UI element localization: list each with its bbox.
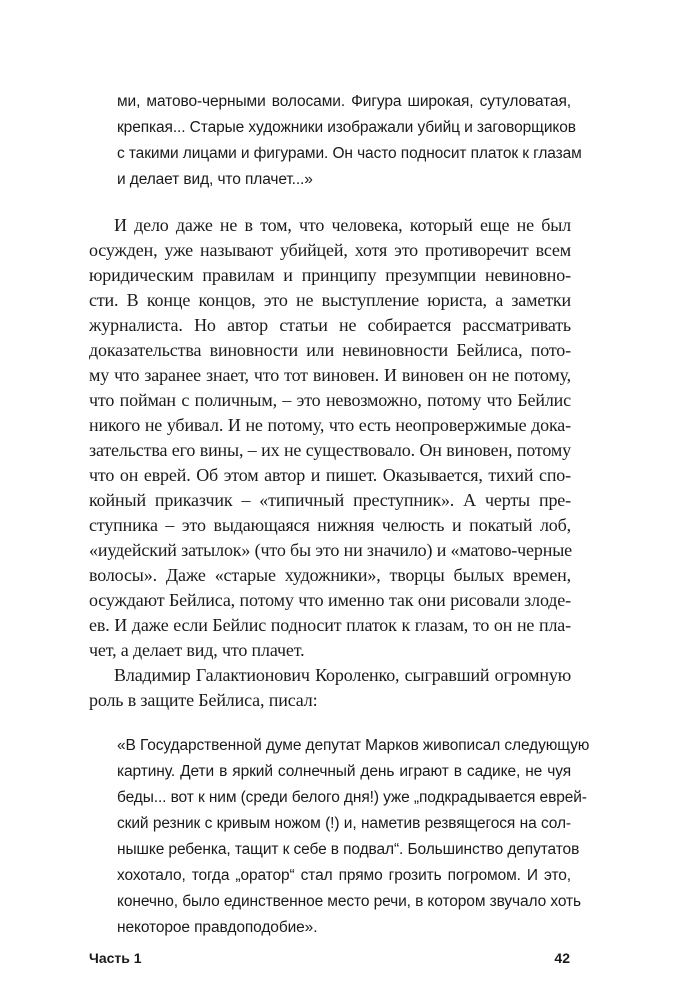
quote-line: беды... вот к ним (среди белого дня!) уже „подкрадывается еврей- xyxy=(117,789,587,806)
paragraph-line: доказательства виновности или невиновности Бейлиса, пото- xyxy=(89,340,571,360)
paragraph-line: осужден, уже называют убийцей, хотя это противоречит всем xyxy=(89,240,571,260)
quote-line: конечно, было единственное место речи, в котором звучало хоть xyxy=(117,893,582,910)
quote-line: ми, матово-черными волосами. Фигура широкая, сутуловатая, xyxy=(117,93,571,110)
paragraph-line: ев. И даже если Бейлис подносит платок к глазам, то он не пла- xyxy=(89,615,571,635)
footer-section-label: Часть 1 xyxy=(89,950,142,966)
paragraph-line: му что заранее знает, что тот виновен. И виновен он не потому, xyxy=(89,365,571,385)
paragraph-line: никого не убивал. И не потому, что есть неопровержимые дока- xyxy=(89,415,571,435)
paragraph-line: И дело даже не в том, что человека, который еще не был xyxy=(114,215,571,235)
paragraph-line: журналиста. Но автор статьи не собирается рассматривать xyxy=(89,315,571,335)
paragraph-line: что он еврей. Об этом автор и пишет. Оказывается, тихий спо- xyxy=(89,465,571,485)
paragraph-line: ступника – это выдающаяся нижняя челюсть и покатый лоб, xyxy=(89,515,571,535)
paragraph-line: юридическим правилам и принципу презумпции невиновно- xyxy=(89,265,571,285)
paragraph-line: роль в защите Бейлиса, писал: xyxy=(89,690,318,710)
quote-line: картину. Дети в яркий солнечный день играют в садике, не чуя xyxy=(117,763,571,780)
quote-line: «В Государственной думе депутат Марков живописал следующую xyxy=(117,737,590,754)
paragraph-line: сти. В конце концов, это не выступление юриста, а заметки xyxy=(89,290,571,310)
quote-line: и делает вид, что плачет...» xyxy=(117,171,313,188)
paragraph-line: что пойман с поличным, – это невозможно, потому что Бейлис xyxy=(89,390,571,410)
page-number: 42 xyxy=(554,950,570,966)
paragraph-line: чет, а делает вид, что плачет. xyxy=(89,640,305,660)
quote-line: ский резник с кривым ножом (!) и, наметив резвящегося на сол- xyxy=(117,815,571,832)
paragraph-line: Владимир Галактионович Короленко, сыгравший огромную xyxy=(114,665,571,685)
paragraph-line: койный приказчик – «типичный преступник». А черты пре- xyxy=(89,490,571,510)
paragraph-line: «иудейский затылок» (что бы это ни значило) и «матово-черные xyxy=(89,540,573,560)
quote-line: крепкая... Старые художники изображали убийц и заговорщиков xyxy=(117,119,576,136)
quote-line: некоторое правдоподобие». xyxy=(117,919,318,936)
quote-line: с такими лицами и фигурами. Он часто подносит платок к глазам xyxy=(117,145,582,162)
paragraph-line: зательства его вины, – их не существовало. Он виновен, потому xyxy=(89,440,571,460)
quote-line: нышке ребенка, тащит к себе в подвал“. Большинство депутатов xyxy=(117,841,580,858)
quote-line: хохотало, тогда „оратор“ стал прямо грозить погромом. И это, xyxy=(117,867,571,884)
paragraph-line: волосы». Даже «старые художники», творцы былых времен, xyxy=(89,565,571,585)
paragraph-line: осуждают Бейлиса, потому что именно так они рисовали злоде- xyxy=(89,590,571,610)
